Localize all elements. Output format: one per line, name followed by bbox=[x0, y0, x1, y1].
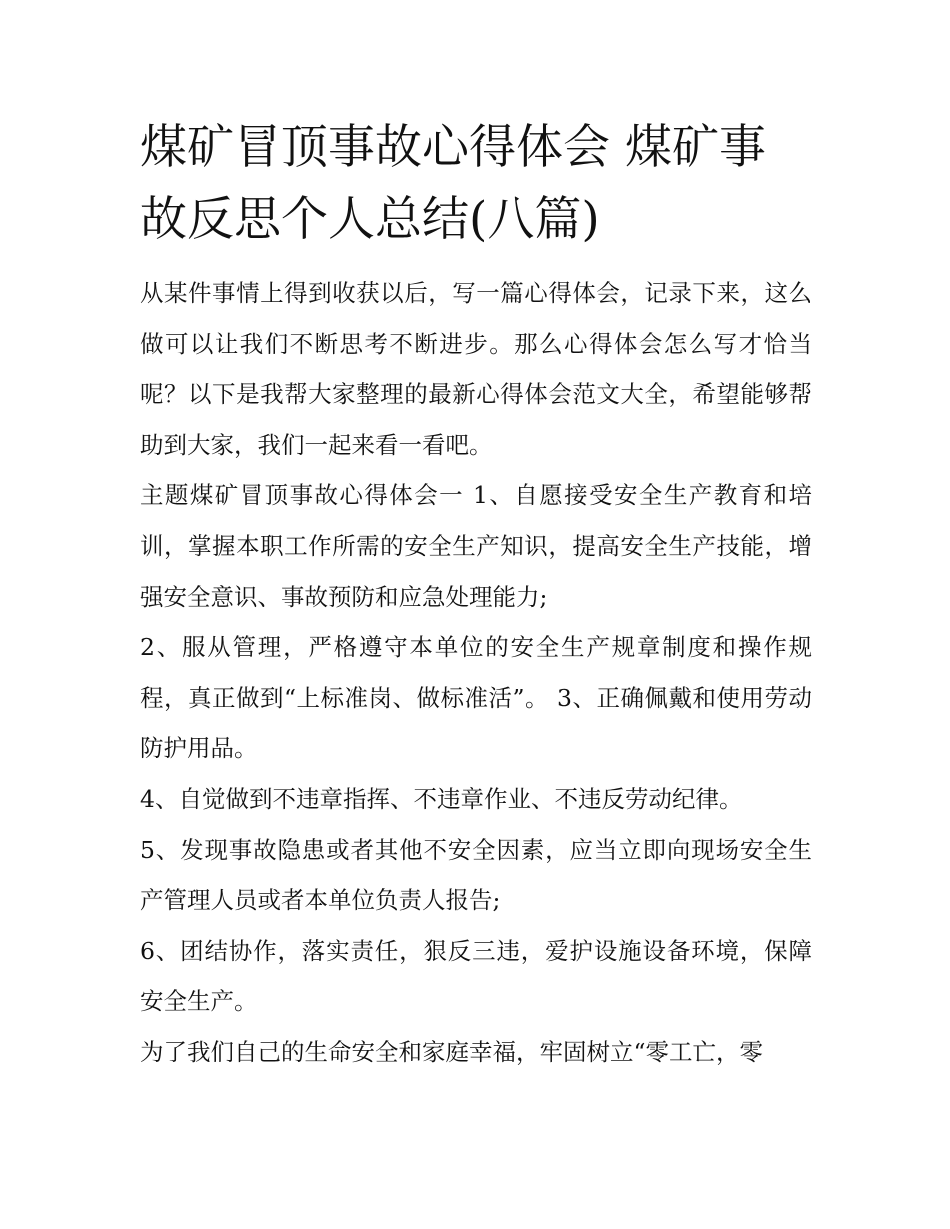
paragraph-item-2-3: 2、服从管理，严格遵守本单位的安全生产规章制度和操作规程，真正做到“上标准岗、做标准活”。 3、正确佩戴和使用劳动防护用品。 bbox=[140, 633, 812, 763]
paragraph-item-5: 5、发现事故隐患或者其他不安全因素，应当立即向现场安全生产管理人员或者本单位负责人报告; bbox=[140, 835, 812, 915]
intro-paragraph: 从某件事情上得到收获以后，写一篇心得体会，记录下来，这么做可以让我们不断思考不断进步。那么心得体会怎么写才恰当呢？以下是我帮大家整理的最新心得体会范文大全，希望能够帮助到大家，我们一起来看一看吧。 bbox=[140, 279, 812, 459]
paragraph-item-6: 6、团结协作，落实责任，狠反三违，爱护设施设备环境，保障安全生产。 bbox=[140, 936, 812, 1016]
document-body bbox=[140, 112, 812, 1078]
document-title: 煤矿冒顶事故心得体会 煤矿事故反思个人总结(八篇) bbox=[140, 120, 766, 247]
closing-paragraph: 为了我们自己的生命安全和家庭幸福，牢固树立“零工亡，零 bbox=[140, 1037, 764, 1066]
paragraph-item-4: 4、自觉做到不违章指挥、不违章作业、不违反劳动纪律。 bbox=[140, 784, 743, 813]
paragraph-item-1: 主题煤矿冒顶事故心得体会一 1、自愿接受安全生产教育和培训，掌握本职工作所需的安全生产知识，提高安全生产技能，增强安全意识、事故预防和应急处理能力; bbox=[140, 481, 812, 611]
